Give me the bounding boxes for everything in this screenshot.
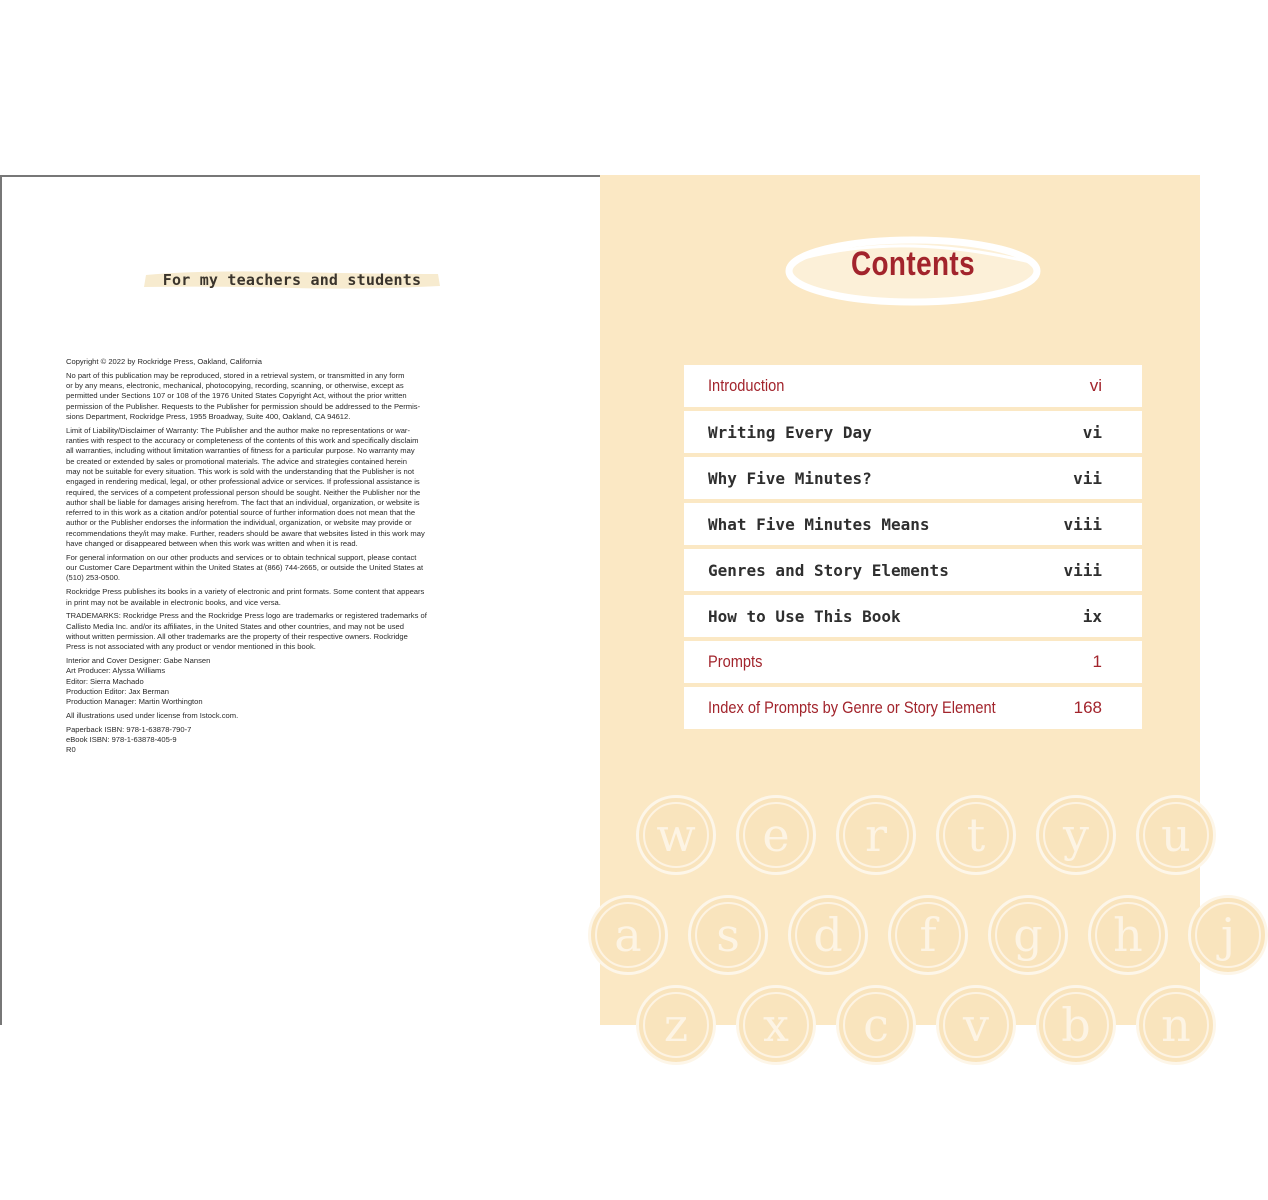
typewriter-key bbox=[1188, 895, 1268, 975]
copyright-line: Copyright © 2022 by Rockridge Press, Oakland, California bbox=[66, 357, 262, 366]
copyright-line: All illustrations used under license from Istock.com. bbox=[66, 711, 239, 720]
copyright-paragraph bbox=[66, 553, 514, 584]
copyright-line: For general information on our other products and services or to obtain technical support, please contact bbox=[66, 552, 417, 562]
copyright-page bbox=[0, 175, 600, 1025]
toc-entry-page: viii bbox=[1063, 560, 1102, 580]
copyright-line: or by any means, electronic, mechanical, photocopying, recording, scanning, or otherwise, except as bbox=[66, 381, 404, 391]
toc-entry-page: ix bbox=[1082, 606, 1102, 626]
toc-entry[interactable] bbox=[684, 365, 1142, 407]
copyright-line: Callisto Media Inc. and/or its affiliates, in the United States and other countries, and may not be used bbox=[66, 621, 404, 631]
copyright-line: recommendations they/it may make. Further, readers should be aware that websites listed in this work may bbox=[66, 528, 425, 538]
typewriter-key-letter: e bbox=[762, 808, 790, 862]
copyright-line: without written permission. All other trademarks are the property of their respective owners. Rockridge bbox=[66, 631, 408, 641]
typewriter-key-letter: c bbox=[863, 998, 889, 1052]
typewriter-key-rim bbox=[943, 802, 1009, 868]
typewriter-key-rim bbox=[995, 902, 1061, 968]
copyright-line: Art Producer: Alyssa Williams bbox=[66, 666, 166, 676]
copyright-line: ranties with respect to the accuracy or completeness of the contents of this work and specifically disclaim bbox=[66, 436, 419, 446]
copyright-line: Production Manager: Martin Worthington bbox=[66, 697, 203, 707]
copyright-paragraph bbox=[66, 611, 514, 652]
copyright-line: Interior and Cover Designer: Gabe Nansen bbox=[66, 656, 211, 666]
typewriter-key-letter: u bbox=[1161, 808, 1191, 862]
typewriter-key-rim bbox=[795, 902, 861, 968]
typewriter-key-letter: a bbox=[614, 908, 642, 962]
copyright-line: Limit of Liability/Disclaimer of Warranty: The Publisher and the author make no representations or war- bbox=[66, 425, 410, 435]
typewriter-key-letter: n bbox=[1161, 998, 1191, 1052]
copyright-line: eBook ISBN: 978-1-63878-405-9 bbox=[66, 735, 177, 745]
copyright-line: (510) 253-0500. bbox=[66, 573, 121, 583]
toc-entry-label: Writing Every Day bbox=[708, 422, 872, 442]
typewriter-key bbox=[1136, 985, 1216, 1065]
typewriter-key-rim bbox=[1095, 902, 1161, 968]
typewriter-key-letter: h bbox=[1113, 908, 1143, 962]
copyright-line: R0 bbox=[66, 745, 76, 755]
toc-entry[interactable] bbox=[684, 595, 1142, 637]
typewriter-key-letter: y bbox=[1063, 808, 1089, 862]
toc-entry[interactable] bbox=[684, 549, 1142, 591]
copyright-line: author or the Publisher endorses the information the individual, organization, or website may provide or bbox=[66, 518, 412, 528]
copyright-line: author shall be liable for damages arising herefrom. The fact that an individual, organization, or website is bbox=[66, 497, 420, 507]
toc-entry-page: viii bbox=[1063, 514, 1102, 534]
copyright-line: sions Department, Rockridge Press, 1955 Broadway, Suite 400, Oakland, CA 94612. bbox=[66, 411, 351, 421]
typewriter-key bbox=[836, 795, 916, 875]
toc-entry-label: Introduction bbox=[708, 376, 785, 395]
typewriter-key-rim bbox=[643, 992, 709, 1058]
typewriter-key-rim bbox=[695, 902, 761, 968]
copyright-line: Press is not associated with any product or vendor mentioned in this book. bbox=[66, 642, 316, 652]
copyright-line: Editor: Sierra Machado bbox=[66, 676, 144, 686]
typewriter-key-letter: g bbox=[1013, 908, 1043, 962]
toc-entry-page: vi bbox=[1082, 422, 1102, 442]
copyright-line: Production Editor: Jax Berman bbox=[66, 686, 169, 696]
table-of-contents bbox=[684, 365, 1142, 733]
typewriter-key bbox=[836, 985, 916, 1065]
typewriter-key-rim bbox=[843, 802, 909, 868]
typewriter-key bbox=[888, 895, 968, 975]
typewriter-key-letter: x bbox=[763, 998, 789, 1052]
dedication bbox=[142, 265, 442, 295]
typewriter-key-letter: j bbox=[1220, 908, 1236, 962]
toc-entry-label: How to Use This Book bbox=[708, 606, 901, 626]
copyright-line: referred to in this work as a citation and/or potential source of further information does not mean that the bbox=[66, 508, 416, 518]
typewriter-key-rim bbox=[743, 992, 809, 1058]
typewriter-key-rim bbox=[595, 902, 661, 968]
typewriter-key bbox=[936, 985, 1016, 1065]
toc-entry-page: vii bbox=[1073, 468, 1102, 488]
copyright-line: Rockridge Press publishes its books in a variety of electronic and print formats. Some content that appears bbox=[66, 587, 425, 597]
toc-entry-label: Index of Prompts by Genre or Story Element bbox=[708, 698, 996, 717]
typewriter-key bbox=[988, 895, 1068, 975]
copyright-line: have changed or disappeared between when this work was written and when it is read. bbox=[66, 539, 358, 549]
typewriter-key bbox=[736, 985, 816, 1065]
typewriter-key-letter: s bbox=[716, 908, 740, 962]
copyright-paragraph bbox=[66, 587, 514, 608]
copyright-text bbox=[66, 357, 514, 759]
typewriter-key-letter: z bbox=[663, 998, 689, 1052]
typewriter-key-letter: d bbox=[813, 908, 843, 962]
copyright-paragraph bbox=[66, 371, 514, 422]
typewriter-key bbox=[1088, 895, 1168, 975]
typewriter-key-rim bbox=[895, 902, 961, 968]
toc-entry-label: What Five Minutes Means bbox=[708, 514, 930, 534]
typewriter-key bbox=[1036, 795, 1116, 875]
typewriter-key bbox=[636, 985, 716, 1065]
toc-entry-label: Why Five Minutes? bbox=[708, 468, 872, 488]
typewriter-key bbox=[736, 795, 816, 875]
typewriter-key bbox=[688, 895, 768, 975]
typewriter-key-letter: r bbox=[865, 808, 887, 862]
toc-entry[interactable] bbox=[684, 687, 1142, 729]
typewriter-key-rim bbox=[1043, 802, 1109, 868]
typewriter-key bbox=[636, 795, 716, 875]
toc-entry[interactable] bbox=[684, 503, 1142, 545]
typewriter-key-rim bbox=[943, 992, 1009, 1058]
copyright-line: permission of the Publisher. Requests to the Publisher for permission should be addressed to the Permis- bbox=[66, 401, 421, 411]
copyright-line: Paperback ISBN: 978-1-63878-790-7 bbox=[66, 724, 192, 734]
toc-entry-page: 1 bbox=[1092, 652, 1102, 671]
typewriter-key-rim bbox=[1143, 802, 1209, 868]
copyright-paragraph bbox=[66, 711, 514, 721]
copyright-line: in print may not be available in electronic books, and vice versa. bbox=[66, 597, 281, 607]
toc-entry[interactable] bbox=[684, 411, 1142, 453]
copyright-paragraph bbox=[66, 725, 514, 756]
copyright-line: No part of this publication may be reproduced, stored in a retrieval system, or transmitted in any form bbox=[66, 370, 405, 380]
typewriter-key-letter: f bbox=[919, 908, 937, 962]
contents-title: Contents bbox=[850, 245, 976, 283]
contents-page bbox=[600, 175, 1236, 1052]
toc-entry-label: Genres and Story Elements bbox=[708, 560, 949, 580]
toc-entry-label: Prompts bbox=[708, 652, 763, 671]
toc-entry-page: 168 bbox=[1073, 698, 1102, 717]
copyright-line: our Customer Care Department within the United States at (866) 744-2665, or outside the United States at bbox=[66, 563, 424, 573]
typewriter-key-rim bbox=[643, 802, 709, 868]
typewriter-key-rim bbox=[1195, 902, 1261, 968]
copyright-line: permitted under Sections 107 or 108 of the 1976 United States Copyright Act, without the prior written bbox=[66, 391, 407, 401]
typewriter-key bbox=[936, 795, 1016, 875]
copyright-line: may not be suitable for every situation. This work is sold with the understanding that the Publisher is not bbox=[66, 466, 415, 476]
book-spread bbox=[0, 175, 1236, 1052]
toc-entry[interactable] bbox=[684, 457, 1142, 499]
typewriter-key bbox=[788, 895, 868, 975]
copyright-line: all warranties, including without limitation warranties of fitness for a particular purpose. No warranty may bbox=[66, 446, 415, 456]
copyright-paragraph bbox=[66, 357, 514, 367]
typewriter-key-rim bbox=[843, 992, 909, 1058]
typewriter-key-letter: v bbox=[963, 998, 989, 1052]
typewriter-keys-decoration bbox=[600, 795, 1236, 1052]
typewriter-key-rim bbox=[1143, 992, 1209, 1058]
toc-entry-page: vi bbox=[1089, 376, 1102, 395]
typewriter-key-letter: b bbox=[1061, 998, 1091, 1052]
dedication-text: For my teachers and students bbox=[162, 271, 422, 289]
copyright-line: be created or extended by sales or promotional materials. The advice and strategies contained herein bbox=[66, 456, 407, 466]
typewriter-key bbox=[1036, 985, 1116, 1065]
copyright-line: TRADEMARKS: Rockridge Press and the Rockridge Press logo are trademarks or registered trademarks of bbox=[66, 611, 427, 621]
typewriter-key-rim bbox=[743, 802, 809, 868]
copyright-paragraph bbox=[66, 656, 514, 707]
copyright-line: required, the services of a competent professional person should be sought. Neither the Publisher nor the bbox=[66, 487, 421, 497]
typewriter-key bbox=[1136, 795, 1216, 875]
typewriter-key-letter: w bbox=[656, 808, 696, 862]
typewriter-key-letter: t bbox=[966, 808, 986, 862]
copyright-paragraph bbox=[66, 426, 514, 550]
copyright-line: engaged in rendering medical, legal, or other professional advice or services. If professional assistance is bbox=[66, 477, 420, 487]
toc-entry[interactable] bbox=[684, 641, 1142, 683]
typewriter-key-rim bbox=[1043, 992, 1109, 1058]
typewriter-key bbox=[588, 895, 668, 975]
